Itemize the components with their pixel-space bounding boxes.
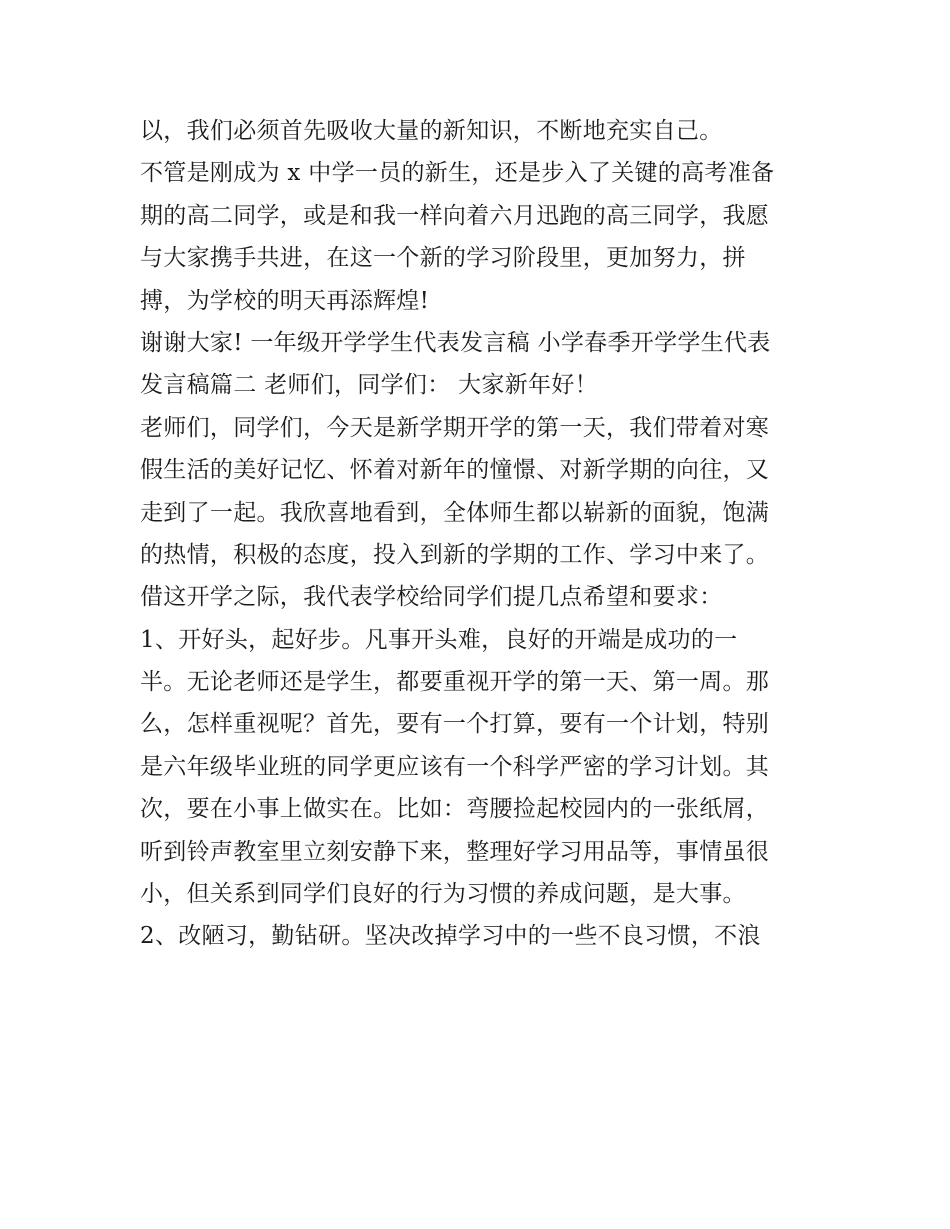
text-line: 小，但关系到同学们良好的行为习惯的养成问题，是大事。 [140, 881, 746, 908]
text-line: 发言稿篇二 老师们，同学们： 大家新年好！ [140, 372, 598, 399]
text-line: 老师们，同学们，今天是新学期开学的第一天，我们带着对寒 [140, 414, 770, 441]
text-line: 的热情，积极的态度，投入到新的学期的工作、学习中来了。 [140, 541, 770, 568]
text-line: 借这开学之际，我代表学校给同学们提几点希望和要求： [140, 584, 723, 611]
text-line: 1、开好头，起好步。凡事开头难，良好的开端是成功的一 [140, 626, 738, 653]
text-line: 2、改陋习，勤钻研。坚决改掉学习中的一些不良习惯，不浪 [140, 923, 761, 950]
text-line: 期的高二同学，或是和我一样向着六月迅跑的高三同学，我愿 [140, 202, 770, 229]
document-body [140, 110, 820, 958]
text-line: 谢谢大家! 一年级开学学生代表发言稿 小学春季开学学生代表 [140, 329, 771, 356]
text-line: 么，怎样重视呢？首先，要有一个打算，要有一个计划，特别 [140, 711, 770, 738]
text-line: 搏，为学校的明天再添辉煌! [140, 287, 430, 314]
text-line: 半。无论老师还是学生，都要重视开学的第一天、第一周。那 [140, 669, 770, 696]
text-line: 走到了一起。我欣喜地看到，全体师生都以崭新的面貌，饱满 [140, 499, 770, 526]
text-line: 是六年级毕业班的同学更应该有一个科学严密的学习计划。其 [140, 753, 770, 780]
text-line: 听到铃声教室里立刻安静下来，整理好学习用品等，事情虽很 [140, 838, 770, 865]
text-line: 不管是刚成为 x 中学一员的新生，还是步入了关键的高考准备 [140, 160, 775, 187]
text-line: 假生活的美好记忆、怀着对新年的憧憬、对新学期的向往，又 [140, 457, 770, 484]
text-line: 与大家携手共进，在这一个新的学习阶段里，更加努力，拼 [140, 245, 746, 272]
text-line: 以，我们必须首先吸收大量的新知识，不断地充实自己。 [140, 118, 723, 144]
text-line: 次，要在小事上做实在。比如：弯腰捡起校园内的一张纸屑， [140, 796, 770, 823]
